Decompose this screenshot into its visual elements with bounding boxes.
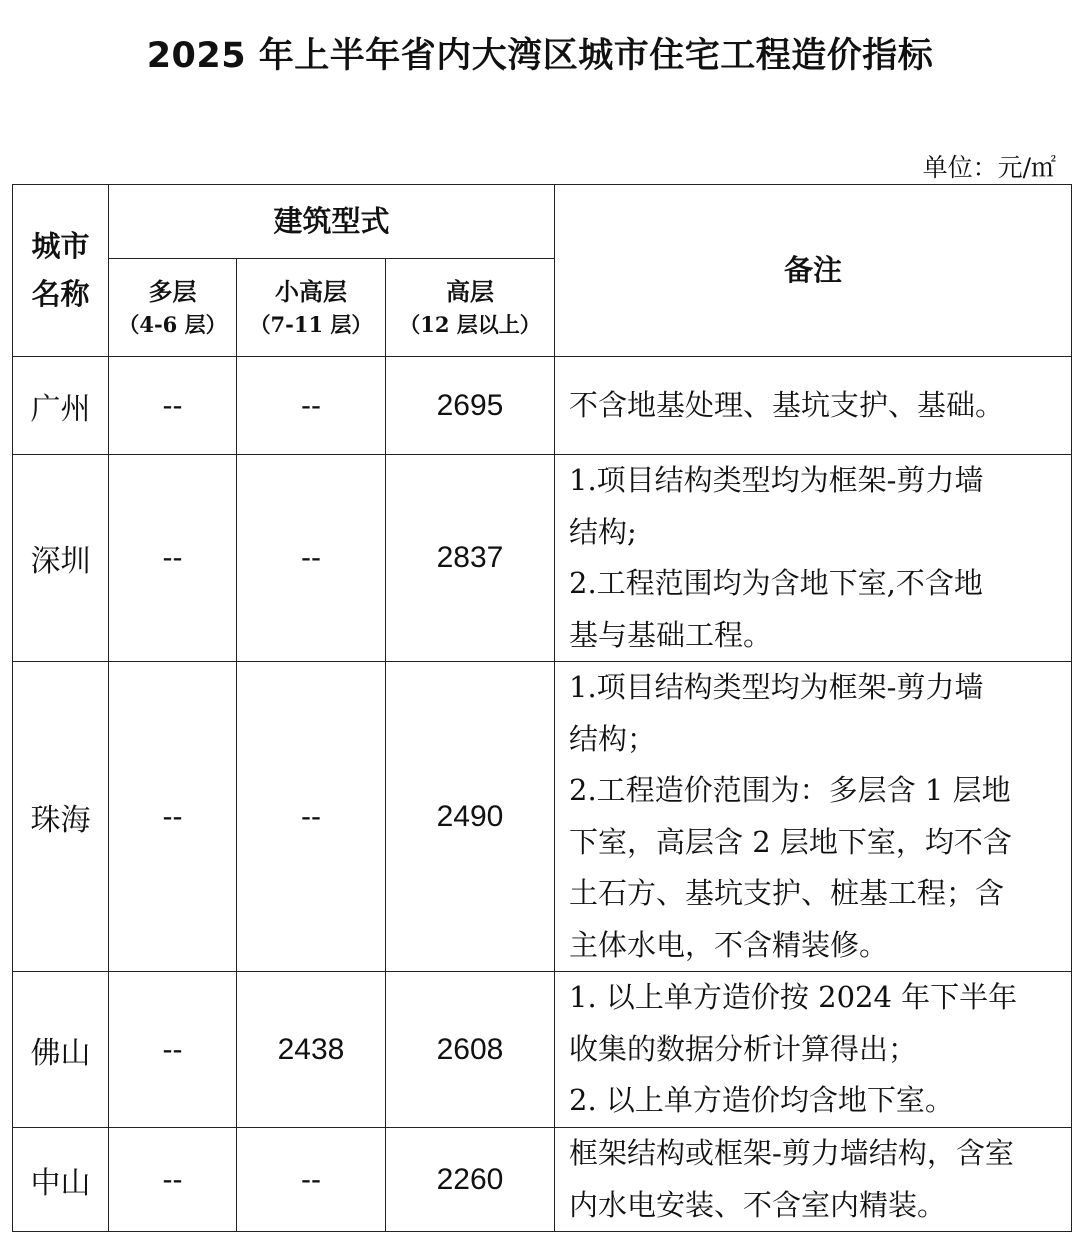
remarks-line: 土石方、基坑支护、桩基工程；含 bbox=[569, 876, 1005, 910]
remarks-line: 2. 以上单方造价均含地下室。 bbox=[569, 1083, 954, 1118]
table-row-zhuhai bbox=[13, 662, 1072, 972]
remarks-line: 下室，高层含 2 层地下室，均不含 bbox=[569, 824, 1012, 859]
city-cell: 珠海 bbox=[13, 662, 109, 972]
remarks-cell bbox=[555, 972, 1072, 1128]
header-small-high-range: （7-11 层） bbox=[249, 311, 373, 337]
header-city-line2: 名称 bbox=[31, 276, 90, 311]
high-rise-cell: 2260 bbox=[386, 1128, 555, 1232]
header-high-rise-label: 高层 bbox=[446, 276, 494, 306]
small-high-cell: 2438 bbox=[237, 972, 386, 1128]
remarks-line: 不含地基处理、基坑支护、基础。 bbox=[569, 387, 1005, 422]
remarks-line: 结构； bbox=[569, 721, 657, 756]
header-remarks: 备注 bbox=[555, 185, 1072, 357]
remarks-line: 2.工程范围均为含地下室,不含地 bbox=[569, 566, 983, 600]
header-small-high-label: 小高层 bbox=[275, 276, 347, 306]
remarks-cell bbox=[555, 357, 1072, 455]
header-high-rise bbox=[386, 259, 555, 357]
table-row-shenzhen bbox=[13, 455, 1072, 662]
remarks-line: 收集的数据分析计算得出； bbox=[569, 1031, 918, 1066]
table-row-foshan bbox=[13, 972, 1072, 1128]
high-rise-cell: 2837 bbox=[386, 455, 555, 662]
header-high-rise-range: （12 层以上） bbox=[399, 311, 541, 337]
multi-layer-cell: -- bbox=[109, 1128, 237, 1232]
header-city-name bbox=[13, 185, 109, 357]
small-high-cell: -- bbox=[237, 455, 386, 662]
remarks-line: 基与基础工程。 bbox=[569, 617, 773, 652]
remarks-cell bbox=[555, 455, 1072, 662]
remarks-cell bbox=[555, 1128, 1072, 1232]
small-high-cell: -- bbox=[237, 662, 386, 972]
table-row-zhongshan bbox=[13, 1128, 1072, 1232]
unit-label: 单位：元/㎡ bbox=[922, 153, 1056, 182]
city-cell: 佛山 bbox=[13, 972, 109, 1128]
small-high-cell: -- bbox=[237, 1128, 386, 1232]
header-building-type: 建筑型式 bbox=[109, 185, 555, 259]
header-multi-layer bbox=[109, 259, 237, 357]
remarks-cell bbox=[555, 662, 1072, 972]
high-rise-cell: 2608 bbox=[386, 972, 555, 1128]
header-multi-layer-range: （4-6 层） bbox=[118, 311, 227, 337]
header-small-high bbox=[237, 259, 386, 357]
multi-layer-cell: -- bbox=[109, 455, 237, 662]
high-rise-cell: 2695 bbox=[386, 357, 555, 455]
remarks-line: 内水电安装、不含室内精装。 bbox=[569, 1187, 947, 1222]
city-cell: 中山 bbox=[13, 1128, 109, 1232]
cost-index-table bbox=[12, 184, 1072, 1232]
high-rise-cell: 2490 bbox=[386, 662, 555, 972]
multi-layer-cell: -- bbox=[109, 972, 237, 1128]
remarks-line: 1.项目结构类型均为框架-剪力墙 bbox=[569, 670, 984, 704]
city-cell: 深圳 bbox=[13, 455, 109, 662]
small-high-cell: -- bbox=[237, 357, 386, 455]
header-row-1 bbox=[13, 185, 1072, 259]
city-cell: 广州 bbox=[13, 357, 109, 455]
remarks-line: 框架结构或框架-剪力墙结构，含室 bbox=[569, 1136, 1014, 1170]
remarks-line: 1. 以上单方造价按 2024 年下半年 bbox=[569, 980, 1018, 1015]
document-title: 2025 年上半年省内大湾区城市住宅工程造价指标 bbox=[146, 36, 934, 76]
header-multi-layer-label: 多层 bbox=[148, 276, 197, 306]
remarks-line: 2.工程造价范围为：多层含 1 层地 bbox=[569, 773, 1011, 807]
remarks-line: 主体水电，不含精装修。 bbox=[569, 927, 889, 962]
remarks-line: 1.项目结构类型均为框架-剪力墙 bbox=[569, 463, 984, 497]
multi-layer-cell: -- bbox=[109, 662, 237, 972]
remarks-line: 结构; bbox=[569, 514, 637, 549]
table-row-guangzhou bbox=[13, 357, 1072, 455]
header-city-line1: 城市 bbox=[31, 228, 90, 263]
multi-layer-cell: -- bbox=[109, 357, 237, 455]
